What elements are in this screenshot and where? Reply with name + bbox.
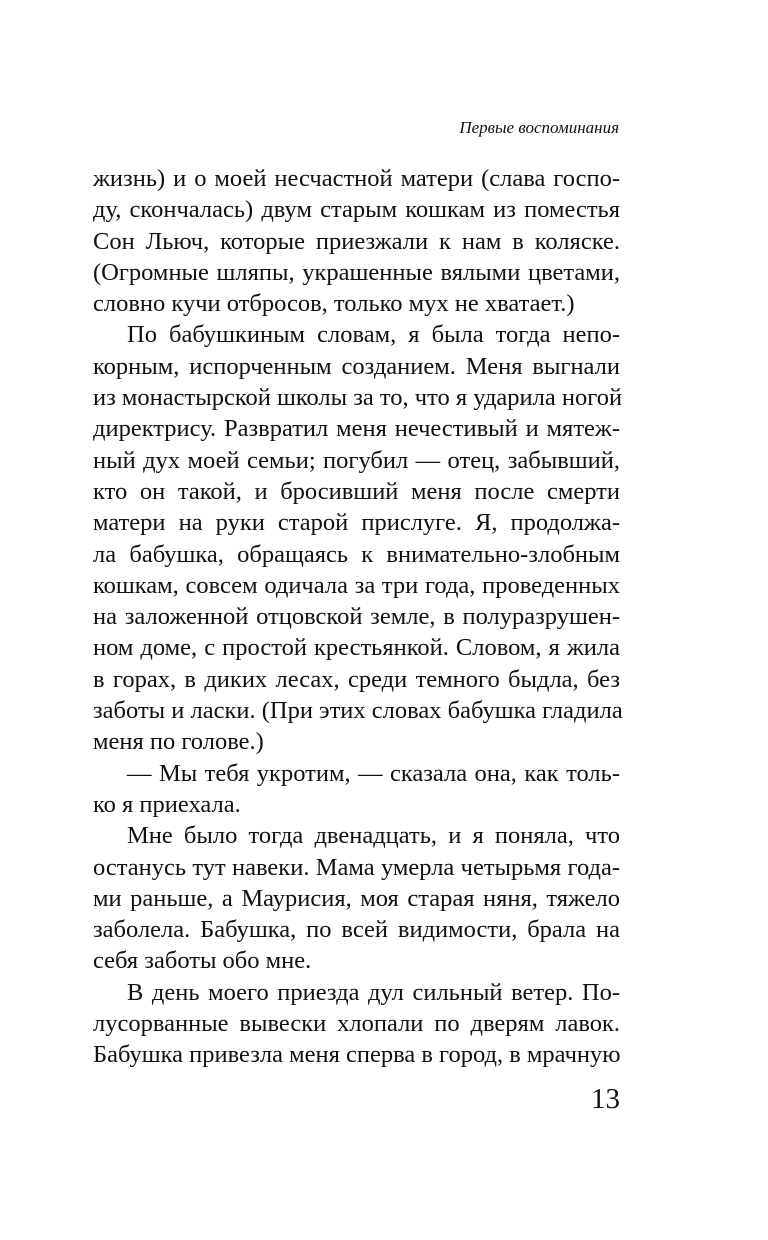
- text-line: корным, испорченным созданием. Меня выгнали: [93, 352, 620, 380]
- text-line: заботы и ласки. (При этих словах бабушка гладила: [93, 697, 623, 725]
- running-head: Первые воспоминания: [459, 118, 619, 137]
- text-line: Мне было тогда двенадцать, и я поняла, что: [127, 822, 620, 850]
- text-line: заболела. Бабушка, по всей видимости, брала на: [93, 916, 620, 944]
- text-line: меня по голове.): [93, 728, 264, 756]
- text-line: Бабушка привезла меня сперва в город, в мрачную: [93, 1041, 621, 1069]
- text-line: матери на руки старой прислуге. Я, продолжа-: [93, 509, 620, 537]
- text-line: ми раньше, а Маурисия, моя старая няня, тяжело: [93, 884, 620, 912]
- body-text: [93, 163, 623, 1071]
- text-line: кто он такой, и бросивший меня после смерти: [93, 477, 620, 505]
- text-line: останусь тут навеки. Мама умерла четырьмя года-: [93, 853, 620, 881]
- text-line: ко я приехала.: [93, 790, 241, 818]
- text-line: ла бабушка, обращаясь к внимательно-злобным: [93, 540, 620, 568]
- text-line: Сон Льюч, которые приезжали к нам в коляске.: [93, 227, 620, 255]
- text-line: жизнь) и о моей несчастной матери (слава госпо-: [93, 165, 620, 192]
- text-line: словно кучи отбросов, только мух не хватает.): [93, 290, 575, 318]
- text-line: себя заботы обо мне.: [93, 947, 312, 975]
- text-line: ный дух моей семьи; погубил — отец, забывший,: [93, 446, 620, 474]
- text-line: в горах, в диких лесах, среди темного быдла, без: [93, 665, 620, 693]
- text-line: на заложенной отцовской земле, в полуразрушен-: [93, 603, 620, 631]
- page-number: 13: [591, 1083, 620, 1115]
- text-line: ном доме, с простой крестьянкой. Словом, я жила: [93, 634, 620, 662]
- text-line: — Мы тебя укротим, — сказала она, как толь-: [127, 759, 620, 787]
- text-line: из монастырской школы за то, что я ударила ногой: [93, 384, 623, 412]
- text-line: кошкам, совсем одичала за три года, проведенных: [93, 571, 620, 599]
- text-line: ду, скончалась) двум старым кошкам из поместья: [93, 196, 620, 224]
- text-line: По бабушкиным словам, я была тогда непо-: [127, 321, 620, 349]
- text-line: В день моего приезда дул сильный ветер. По-: [127, 978, 620, 1006]
- text-line: (Огромные шляпы, украшенные вялыми цветами,: [93, 258, 620, 286]
- text-line: директрису. Развратил меня нечестивый и мятеж-: [93, 415, 620, 443]
- text-line: лусорванные вывески хлопали по дверям лавок.: [93, 1010, 620, 1038]
